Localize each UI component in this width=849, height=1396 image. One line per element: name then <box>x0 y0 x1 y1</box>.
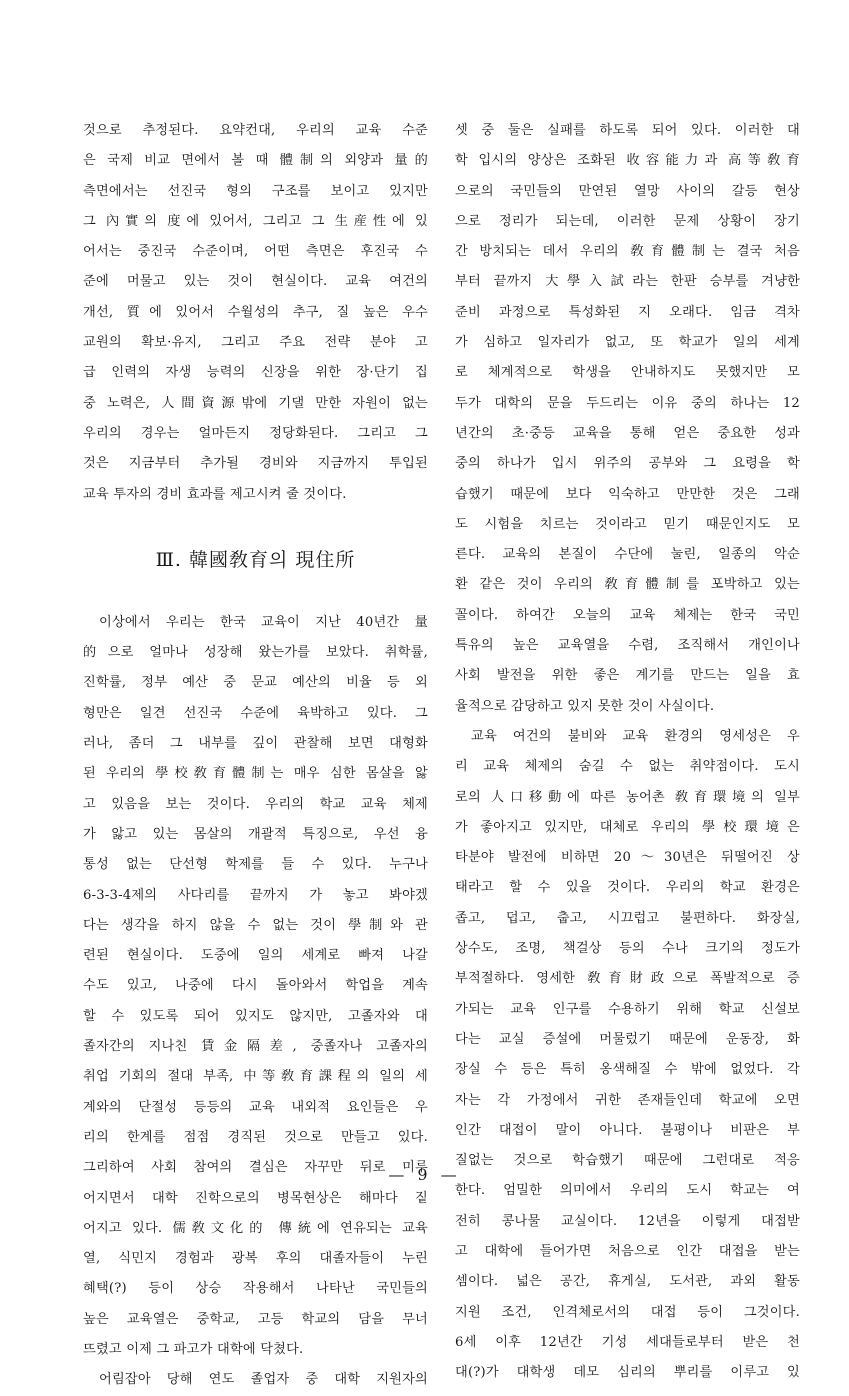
text-line: 습했기 때문에 보다 익숙하고 만만한 것은 그래 <box>455 486 800 502</box>
right-paragraph-1 <box>455 116 800 722</box>
text-line: 혜택(?) 등이 상승 작용해서 나타난 국민들의 <box>83 1281 428 1297</box>
text-line: 가되는 교육 인구를 수용하기 위해 학교 신설보 <box>455 1001 800 1017</box>
text-line: 것으로 추정된다. 요약컨대, 우리의 교육 수준 <box>83 123 428 138</box>
text-line: 진학률, 정부 예산 중 문교 예산의 비율 등 외 <box>83 675 428 691</box>
left-paragraph-3 <box>83 1365 428 1395</box>
text-line: 的으로 얼마나 성장해 왔는가를 보았다. 취학률, <box>83 645 428 661</box>
text-line: 어지고 있다. 儒敎文化的 傳統에 연유되는 교육 <box>83 1220 428 1236</box>
text-line: 상수도, 조명, 책걸상 등의 수나 크기의 정도가 <box>455 941 800 957</box>
text-line: 은 국제 비교 면에서 볼 때 體制의 외양과 量的 <box>83 153 428 169</box>
text-line: 리의 한계를 점점 경직된 것으로 만들고 있다. <box>83 1129 428 1145</box>
text-line: 른다. 교육의 본질이 수단에 눌린, 일종의 악순 <box>455 547 800 563</box>
text-line: 으로 정리가 되는데, 이러한 문제 상황이 장기 <box>455 213 800 229</box>
text-line: 가 좋아지고 있지만, 대체로 우리의 學校環境은 <box>455 819 800 835</box>
text-line: 뜨렸고 이제 그 파고가 대학에 닥쳤다. <box>83 1341 304 1357</box>
text-line: 장실 수 등은 특히 옹색해질 수 밖에 없었다. 각 <box>455 1062 800 1078</box>
page-number: — 9 — <box>388 1165 461 1184</box>
text-line: 리 교육 체제의 숨길 수 없는 취약점이다. 도시 <box>455 759 800 775</box>
text-line: 사회 발전을 위한 좋은 계기를 만드는 일을 효 <box>455 668 800 684</box>
text-line: 다는 생각을 하지 않을 수 없는 것이 學制와 관 <box>83 917 428 933</box>
text-line: 교원의 확보·유지, 그리고 주요 전략 분야 고 <box>83 335 428 351</box>
text-line: 어림잡아 당해 연도 졸업자 중 대학 지원자의 <box>99 1372 428 1388</box>
text-line: 특유의 높은 교육열을 수렴, 조직해서 개인이나 <box>455 638 800 654</box>
text-line: 할 수 있도록 되어 있지도 않지만, 고졸자와 대 <box>83 1008 428 1024</box>
text-line: 셋 중 둘은 실패를 하도록 되어 있다. 이러한 대 <box>455 123 800 138</box>
text-line: 전히 콩나물 교실이다. 12년을 이렇게 대접받 <box>455 1213 800 1229</box>
text-line: 좁고, 덥고, 춥고, 시끄럽고 불편하다. 화장실, <box>455 910 800 926</box>
text-line: 고 대학에 들어가면 처음으로 인간 대접을 받는 <box>455 1243 800 1259</box>
text-line: 준에 머물고 있는 것이 현실이다. 교육 여건의 <box>83 274 428 290</box>
text-line: 부적절하다. 영세한 敎育財政으로 폭발적으로 증 <box>455 971 800 987</box>
left-column <box>83 116 428 1396</box>
text-line: 년간의 초·중등 교육을 통해 얻은 중요한 성과 <box>455 425 800 441</box>
text-line: 다는 교실 증설에 머물렀기 때문에 운동장, 화 <box>455 1031 800 1047</box>
text-line: 부터 끝까지 大學入試라는 한판 승부를 겨냥한 <box>455 274 800 290</box>
text-line: 가 심하고 일자리가 없고, 또 학교가 일의 세계 <box>455 335 800 351</box>
text-line: 꼴이다. 하여간 오늘의 교육 체제는 한국 국민 <box>455 607 800 623</box>
text-line: 된 우리의 學校敎育體制는 매우 심한 몸살을 앓 <box>83 766 428 782</box>
text-line: 환 같은 것이 우리의 敎育體制를 포박하고 있는 <box>455 577 800 593</box>
text-line: 질없는 것으로 학습했기 때문에 그런대로 적응 <box>455 1153 800 1169</box>
text-line: 가 앓고 있는 몸살의 개괄적 특징으로, 우선 융 <box>83 826 428 842</box>
text-line: 으로의 국민들의 만연된 열망 사이의 갈등 현상 <box>455 183 800 199</box>
text-line: 자는 각 가정에서 귀한 존재들인데 학교에 오면 <box>455 1092 800 1108</box>
text-line: 고 있음을 보는 것이다. 우리의 학교 교육 체제 <box>83 796 428 812</box>
text-line: 중의 하나가 입시 위주의 공부와 그 요령을 학 <box>455 456 800 472</box>
text-line: 교육 여건의 불비와 교육 환경의 영세성은 우 <box>471 728 800 744</box>
text-line: 타분야 발전에 비하면 20～30년은 뒤떨어진 상 <box>455 850 800 866</box>
text-line: 도 시험을 치르는 것이라고 믿기 때문인지도 모 <box>455 516 800 532</box>
section-heading-wrap <box>83 510 428 608</box>
text-line: 로의 人口移動에 따른 농어촌 敎育環境의 일부 <box>455 789 800 805</box>
text-line: 6-3-3-4제의 사다리를 끝까지 가 놓고 봐야겠 <box>83 887 428 903</box>
text-line: 통성 없는 단선형 학제를 들 수 있다. 누구나 <box>83 857 428 873</box>
text-line: 로 체계적으로 학생을 안내하지도 못했지만 모 <box>455 365 800 381</box>
right-paragraph-2 <box>455 722 800 1389</box>
text-line: 인간 대접이 말이 아니다. 불평이나 비판은 부 <box>455 1122 800 1138</box>
text-line: 그리하여 사회 참여의 결심은 자꾸만 뒤로 미루 <box>83 1160 428 1176</box>
right-column <box>455 116 800 1388</box>
text-line: 어지면서 대학 진학으로의 병목현상은 해마다 짙 <box>83 1190 428 1206</box>
text-line: 6세 이후 12년간 기성 세대들로부터 받은 천 <box>455 1334 800 1350</box>
text-line: 중 노력은, 人間資源밖에 기댈 만한 자원이 없는 <box>83 395 428 411</box>
text-line: 열, 식민지 경험과 광복 후의 대졸자들이 누린 <box>83 1251 428 1267</box>
text-line: 학 입시의 양상은 조화된 收容能力과 高等敎育 <box>455 153 800 169</box>
left-paragraph-2 <box>83 608 428 1365</box>
text-line: 우리의 경우는 얼마든지 정당화된다. 그리고 그 <box>83 425 428 441</box>
section-heading: Ⅲ. 韓國敎育의 現住所 <box>155 549 356 572</box>
text-line: 그 內實의 度에 있어서, 그리고 그 生産性에 있 <box>83 213 428 229</box>
text-line: 셈이다. 넓은 공간, 휴게실, 도서관, 과외 활동 <box>455 1274 800 1290</box>
text-line: 율적으로 감당하고 있지 못한 것이 사실이다. <box>455 698 715 714</box>
left-paragraph-1 <box>83 116 428 510</box>
text-line: 간 방치되는 데서 우리의 敎育體制는 결국 처음 <box>455 244 800 260</box>
text-line: 지원 조건, 인격체로서의 대접 등이 그것이다. <box>455 1304 800 1320</box>
text-line: 한다. 엄밀한 의미에서 우리의 도시 학교는 여 <box>455 1183 800 1199</box>
text-line: 준비 과정으로 특성화된 지 오래다. 임금 격차 <box>455 304 800 320</box>
text-line: 대(?)가 대학생 데모 심리의 뿌리를 이루고 있 <box>455 1365 800 1381</box>
text-line: 높은 교육열은 중학교, 고등 학교의 담을 무너 <box>83 1311 428 1327</box>
text-line: 계와의 단절성 등등의 교육 내외적 요인들은 우 <box>83 1099 428 1115</box>
text-line: 것은 지금부터 추가될 경비와 지금까지 투입된 <box>83 456 428 472</box>
text-line: 두가 대학의 문을 두드리는 이유 중의 하나는 12 <box>455 395 800 411</box>
text-line: 졸자간의 지나친 賃金隔差, 중졸자나 고졸자의 <box>83 1039 428 1055</box>
text-line: 개선, 質에 있어서 수월성의 추구, 질 높은 우수 <box>83 304 428 320</box>
text-line: 급 인력의 자생 능력의 신장을 위한 장·단기 집 <box>83 365 428 381</box>
text-line: 취업 기회의 절대 부족, 中等敎育課程의 일의 세 <box>83 1069 428 1085</box>
text-line: 이상에서 우리는 한국 교육이 지난 40년간 量 <box>99 614 428 630</box>
text-line: 러나, 좀더 그 내부를 깊이 관찰해 보면 대형화 <box>83 736 428 752</box>
text-line: 교육 투자의 경비 효과를 제고시켜 줄 것이다. <box>83 486 347 502</box>
text-line: 수도 있고, 나중에 다시 돌아와서 학업을 계속 <box>83 978 428 994</box>
text-line: 태라고 할 수 있을 것이다. 우리의 학교 환경은 <box>455 880 800 896</box>
text-line: 측면에서는 선진국 형의 구조를 보이고 있지만 <box>83 183 428 199</box>
text-line: 형만은 일견 선진국 수준에 육박하고 있다. 그 <box>83 705 428 721</box>
text-line: 련된 현실이다. 도중에 일의 세계로 빠져 나갈 <box>83 948 428 964</box>
text-line: 어서는 중진국 수준이며, 어떤 측면은 후진국 수 <box>83 244 428 260</box>
